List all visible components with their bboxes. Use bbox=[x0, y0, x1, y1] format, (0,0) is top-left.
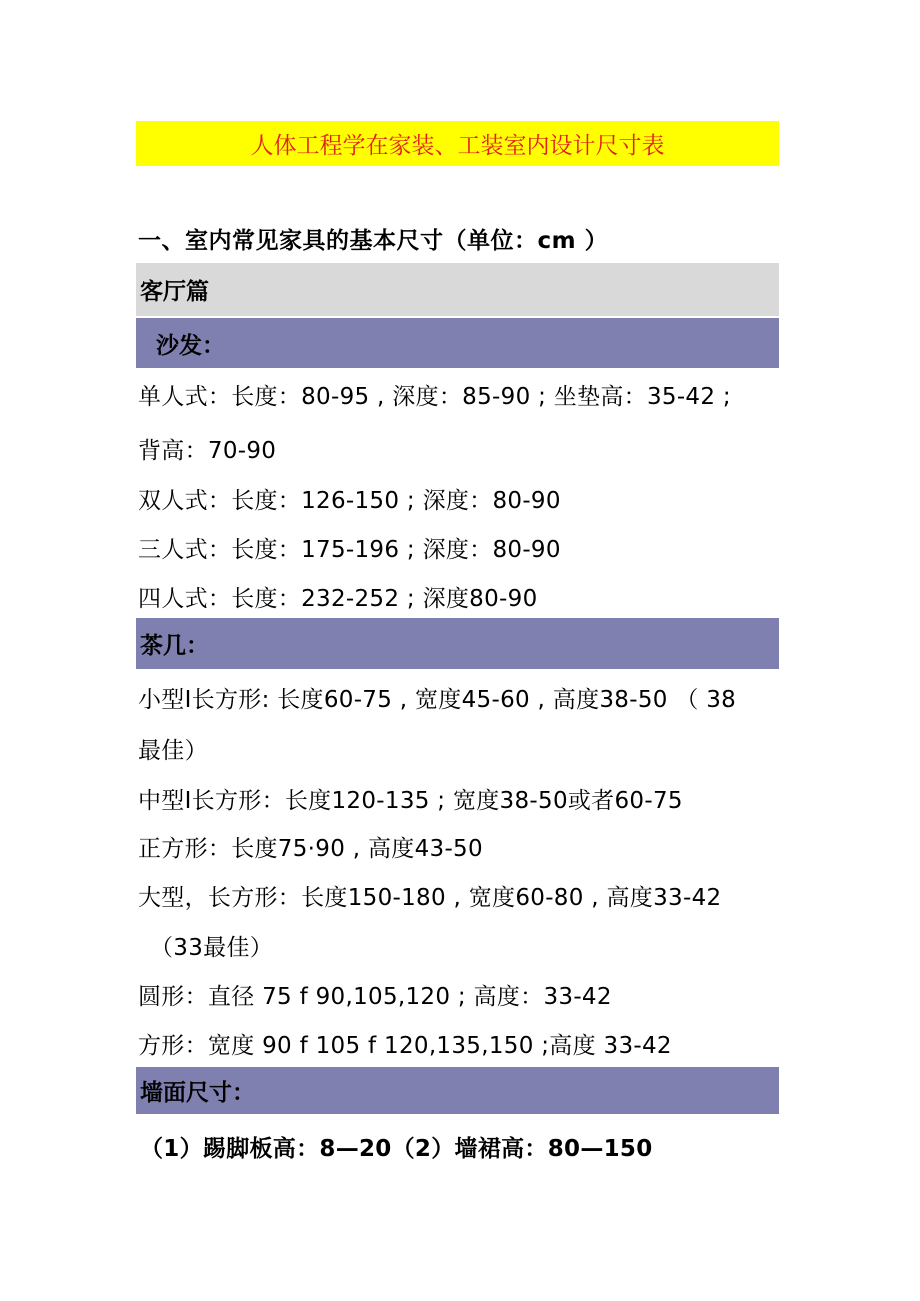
sofa-line-double: 双人式：长度：126-150 ; 深度：80-90 bbox=[138, 488, 561, 514]
tea-table-line-small: 小型I长方形: 长度60-75 , 宽度45-60 , 高度38-50 （ 38 bbox=[138, 687, 737, 713]
wall-header: 墙面尺寸： bbox=[140, 1080, 255, 1106]
tea-table-header-band bbox=[136, 618, 779, 669]
tea-table-line-large: 大型，长方形：长度150-180 , 宽度60-80 , 高度33-42 bbox=[138, 885, 722, 911]
category-band bbox=[136, 263, 779, 316]
tea-table-header: 茶几： bbox=[140, 633, 209, 659]
sofa-line-back-height: 背高：70-90 bbox=[138, 438, 277, 464]
sofa-header-band bbox=[136, 318, 779, 368]
tea-table-line-square-width: 方形：宽度 90 f 105 f 120,135,150 ;高度 33-42 bbox=[138, 1033, 672, 1059]
tea-table-line-square: 正方形：长度75·90 , 高度43-50 bbox=[138, 836, 483, 862]
wall-header-band bbox=[136, 1067, 779, 1114]
sofa-header: 沙发： bbox=[156, 332, 225, 359]
sofa-line-quad: 四人式：长度：232-252 ; 深度80-90 bbox=[138, 586, 538, 612]
wall-line-heights: （1）踢脚板高：8—20（2）墙裙高：80—150 bbox=[140, 1136, 653, 1162]
tea-table-line-medium: 中型I长方形：长度120-135 ; 宽度38-50或者60-75 bbox=[138, 788, 683, 814]
tea-table-line-small-cont: 最佳） bbox=[138, 738, 208, 764]
section-heading: 一、室内常见家具的基本尺寸（单位：cm ） bbox=[138, 228, 609, 254]
sofa-line-triple: 三人式：长度：175-196 ; 深度：80-90 bbox=[138, 537, 561, 563]
document-title: 人体工程学在家装、工装室内设计尺寸表 bbox=[136, 121, 779, 166]
sofa-line-single: 单人式：长度：80-95 , 深度：85-90 ; 坐垫高：35-42 ; bbox=[138, 384, 731, 410]
category-label: 客厅篇 bbox=[140, 279, 209, 305]
tea-table-line-large-cont: （33最佳） bbox=[150, 935, 274, 961]
tea-table-line-round: 圆形：直径 75 f 90,105,120 ; 高度：33-42 bbox=[138, 984, 612, 1010]
